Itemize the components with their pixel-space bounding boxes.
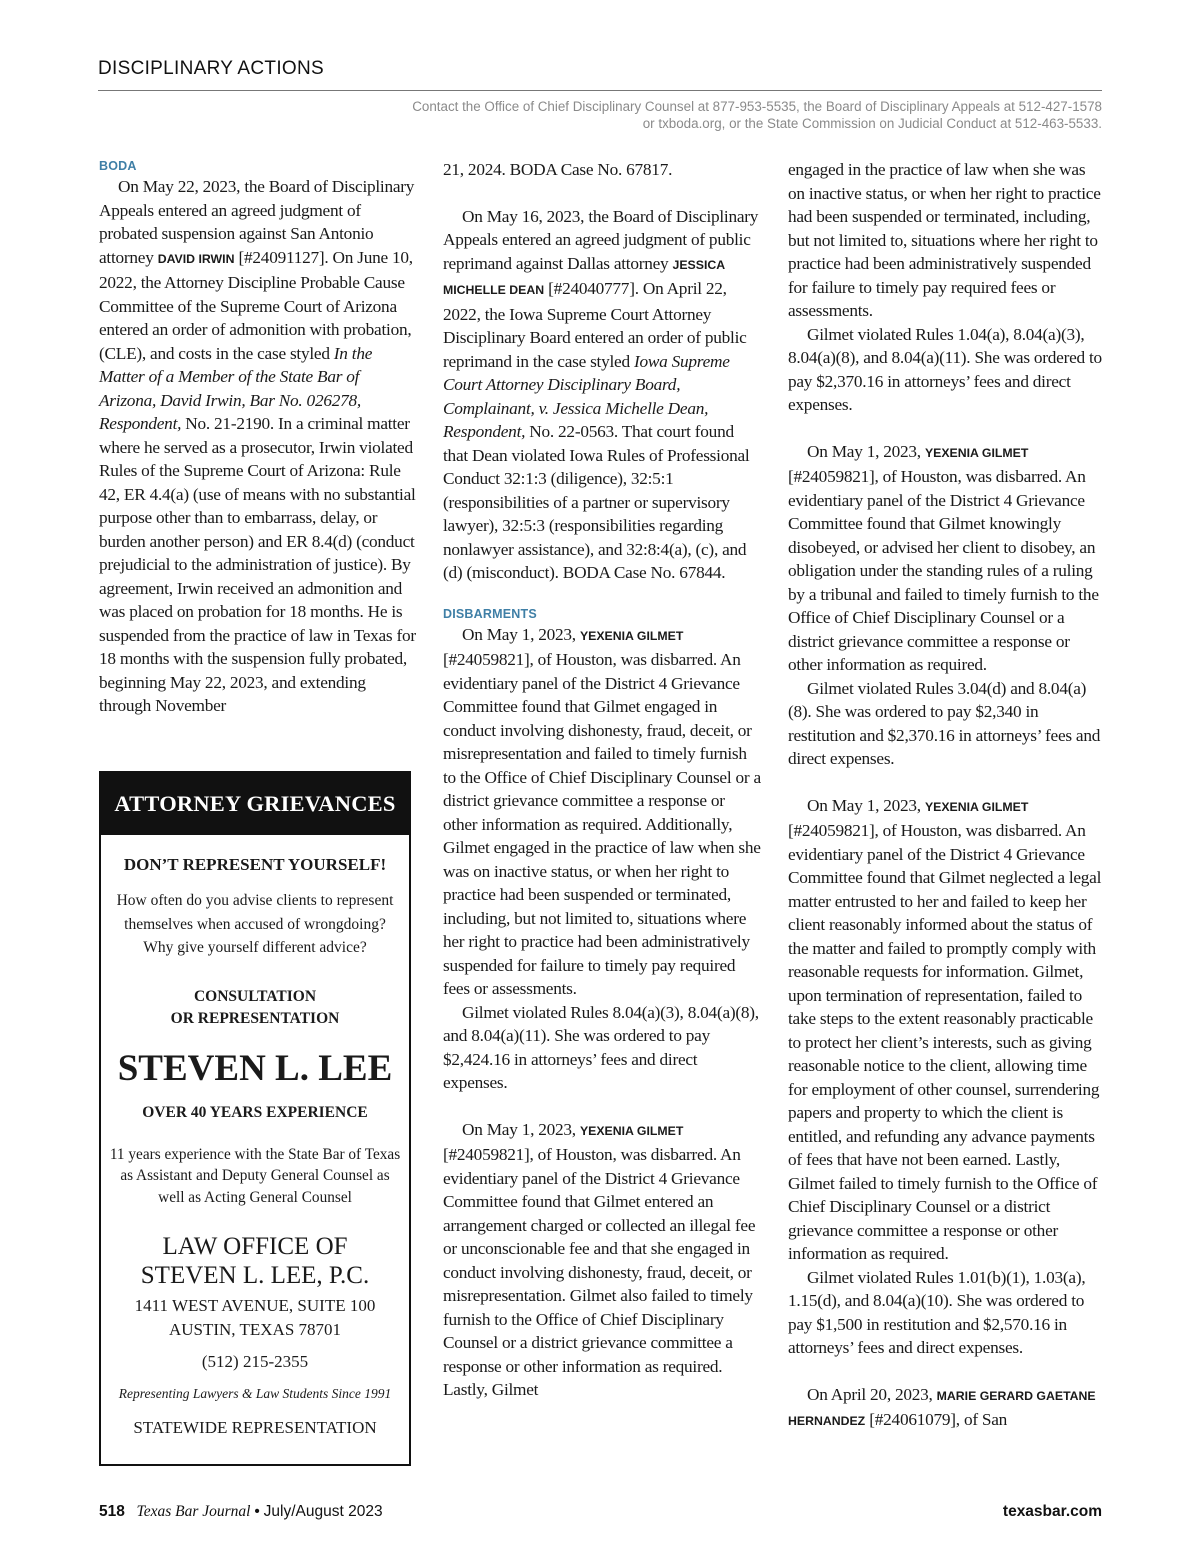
ad-firm-name	[101, 1232, 409, 1290]
header-divider	[98, 90, 1102, 91]
ad-address	[101, 1294, 409, 1342]
article-gilmet-3-violations: Gilmet violated Rules 3.04(d) and 8.04(a)(8). She was ordered to pay $2,340 in restitution and $2,370.16 in attorneys’ fees and direct expenses.	[788, 678, 1101, 768]
article-gilmet-4-violations: Gilmet violated Rules 1.01(b)(1), 1.03(a), 1.15(d), and 8.04(a)(10). She was ordered to pay $1,500 in restitution and $2,570.16 in attorneys’ fees and direct expenses.	[788, 1267, 1086, 1357]
text-segment: [#24061079], of San	[865, 1410, 1008, 1429]
contact-info	[302, 98, 1102, 132]
text-segment: [#24059821], of Houston, was disbarred. An evidentiary panel of the District 4 Grievance Committee found that Gilmet entered an arrangement charged or collected an illegal fee or unconscionable fee and that she engaged in conduct involving dishonesty, fraud, deceit, or misrepresentation. Gilmet also failed to timely furnish to the Office of Chief Disciplinary Counsel or a district grievance committee a response or other information as required. Lastly, Gilmet	[443, 1145, 756, 1399]
contact-line-2: or txboda.org, or the State Commission on Judicial Conduct at 512-463-5533.	[642, 116, 1102, 131]
case-style: Iowa Supreme Court Attorney Disciplinary Board, Complainant, v. Jessica Michelle Dean, Respondent,	[443, 351, 730, 441]
page-footer	[99, 1503, 383, 1521]
paragraph-gap	[788, 1360, 1104, 1383]
text-segment: [#24059821], of Houston, was disbarred. An evidentiary panel of the District 4 Grievance Committee found that Gilmet neglected a legal matter entrusted to her and failed to keep her client reasonably informed about the status of the matter and failed to promptly comply with reasonable requests for information. Gilmet, upon termination of representation, failed to take steps to the extent reasonably practicable to protect her client’s interests, such as giving reasonable notice to the client, allowing time for employment of other counsel, surrendering papers and property to which the client is entitled, and refunding any advance payments of fees that have not been earned. Lastly, Gilmet failed to timely furnish to the Office of Chief Disciplinary Counsel or a district grievance committee a response or other information as required.	[788, 821, 1102, 1263]
ad-question: How often do you advise clients to represent themselves when accused of wrongdoing? Why give yourself different advice?	[116, 892, 394, 956]
journal-title: Texas Bar Journal	[136, 1503, 251, 1520]
article-hernandez	[788, 1383, 1104, 1434]
ad-firm-line-2: STEVEN L. LEE, P.C.	[140, 1262, 370, 1289]
contact-line-1: Contact the Office of Chief Disciplinary Counsel at 877-953-5535, the Board of Disciplinary Appeals at 512-427-1578	[412, 99, 1102, 114]
text-segment: On May 22, 2023, the Board of Disciplinary Appeals entered an agreed judgment of probated suspension against San Antonio attorney	[99, 177, 415, 267]
section-title: DISCIPLINARY ACTIONS	[98, 58, 324, 79]
article-gilmet-2-continued: engaged in the practice of law when she was on inactive status, or when her right to practice had been suspended or terminated, including, but not limited to, situations where her right to practice had been administratively suspended for failure to timely pay required fees or assessments.	[788, 160, 1101, 320]
paragraph-gap	[443, 182, 761, 205]
article-gilmet-1-violations: Gilmet violated Rules 8.04(a)(3), 8.04(a)(8), and 8.04(a)(11). She was ordered to pay $2,424.16 in attorneys’ fees and direct expenses.	[443, 1002, 759, 1092]
ad-tagline: Representing Lawyers & Law Students Since 1991	[118, 1386, 392, 1401]
ad-address-line-1: 1411 WEST AVENUE, SUITE 100	[134, 1296, 376, 1315]
paragraph-gap	[443, 585, 761, 606]
case-style: In the Matter of a Member of the State Bar of Arizona, David Irwin, Bar No. 026278, Respondent,	[99, 343, 373, 433]
text-segment: On April 20, 2023,	[807, 1384, 937, 1404]
text-segment: On May 1, 2023,	[462, 1119, 580, 1139]
text-segment: On May 1, 2023,	[807, 441, 925, 461]
text-segment: No. 22-0563. That court found that Dean violated Iowa Rules of Professional Conduct 32:1:3 (diligence), 32:5:1 (responsibilities of a partner or supervisory lawyer), 32:5:3 (responsibilities regarding nonlawyer assistance), and 32:8:4(a), (c), and (d) (misconduct). BODA Case No. 67844.	[443, 422, 750, 582]
text-segment: On May 1, 2023,	[807, 795, 925, 815]
article-gilmet-2	[443, 1118, 761, 1402]
text-segment: [#24059821], of Houston, was disbarred. An evidentiary panel of the District 4 Grievance Committee found that Gilmet knowingly disobeyed, or advised her client to disobey, an obligation under the standing rules of a ruling by a tribunal and failed to timely furnish to the Office of Chief Disciplinary Counsel or a district grievance committee a response or other information as required.	[788, 467, 1099, 674]
ad-experience: OVER 40 YEARS EXPERIENCE	[142, 1103, 368, 1121]
text-segment: On May 1, 2023,	[462, 624, 580, 644]
footer-website: texasbar.com	[1002, 1503, 1102, 1520]
footer-separator: •	[254, 1503, 260, 1520]
text-segment: [#24091127]. On June 10, 2022, the Attorney Discipline Probable Cause Committee of the Supreme Court of Arizona entered an order of admonition with probation, (CLE), and costs in the case styled	[99, 247, 413, 363]
ad-phone: (512) 215-2355	[201, 1352, 309, 1371]
ad-consult-line-1: CONSULTATION	[193, 987, 317, 1005]
column-2	[443, 158, 761, 1402]
article-gilmet-1	[443, 623, 761, 1001]
article-irwin	[99, 175, 417, 718]
column-1	[99, 158, 417, 718]
ad-consultation	[101, 986, 409, 1030]
page-number: 518	[99, 1503, 125, 1520]
paragraph-gap	[788, 417, 1104, 440]
section-heading-disbarments: DISBARMENTS	[443, 606, 537, 621]
attorney-name: MARIE GERARD GAETANE HERNANDEZ	[788, 1388, 1096, 1428]
ad-firm-line-1: LAW OFFICE OF	[162, 1233, 348, 1260]
text-segment: On May 16, 2023, the Board of Disciplinary Appeals entered an agreed judgment of public reprimand against Dallas attorney	[443, 206, 759, 273]
ad-address-line-2: AUSTIN, TEXAS 78701	[168, 1320, 342, 1339]
ad-banner: ATTORNEY GRIEVANCES	[101, 773, 409, 835]
paragraph-gap	[788, 771, 1104, 794]
attorney-name: YEXENIA GILMET	[924, 445, 1029, 460]
attorney-name: YEXENIA GILMET	[579, 628, 684, 643]
issue-date: July/August 2023	[263, 1503, 383, 1520]
article-dean	[443, 205, 761, 585]
attorney-name: DAVID IRWIN	[157, 251, 235, 266]
article-gilmet-3	[788, 440, 1104, 677]
text-segment: [#24059821], of Houston, was disbarred. An evidentiary panel of the District 4 Grievance Committee found that Gilmet engaged in conduct involving dishonesty, fraud, deceit, or misrepresentation and failed to timely furnish to the Office of Chief Disciplinary Counsel or a district grievance committee a response or other information as required. Additionally, Gilmet engaged in the practice of law when she was on inactive status, or when her right to practice had been suspended or terminated, including, but not limited to, situations where her right to practice had been administratively suspended for failure to timely pay required fees or assessments.	[443, 650, 761, 998]
article-gilmet-4	[788, 794, 1104, 1266]
text-segment: No. 21-2190. In a criminal matter where he served as a prosecutor, Irwin violated Rules of the Supreme Court of Arizona: Rule 42, ER 4.4(a) (use of means with no substantial purpose other than to embarrass, delay, or burden another person) and ER 8.4(d) (conduct prejudicial to the administration of justice). By agreement, Irwin received an admonition and was placed on probation for 18 months. He is suspended from the practice of law in Texas for 18 months with the suspension fully probated, beginning May 22, 2023, and extending through November	[99, 414, 416, 715]
attorney-name: YEXENIA GILMET	[924, 799, 1029, 814]
attorney-name: YEXENIA GILMET	[579, 1123, 684, 1138]
text-segment: [#24040777]. On April 22, 2022, the Iowa Supreme Court Attorney Disciplinary Board entered an order of public reprimand in the case styled	[443, 279, 747, 371]
article-irwin-continued: 21, 2024. BODA Case No. 67817.	[443, 160, 673, 179]
column-3	[788, 158, 1104, 1434]
advertisement-box	[99, 771, 411, 1466]
ad-attorney-name: STEVEN L. LEE	[117, 1047, 393, 1089]
ad-consult-line-2: OR REPRESENTATION	[170, 1009, 340, 1027]
section-heading-boda: BODA	[99, 159, 137, 173]
ad-headline: DON’T REPRESENT YOURSELF!	[123, 855, 387, 874]
ad-bio: 11 years experience with the State Bar of Texas as Assistant and Deputy General Counsel as well as Acting General Counsel	[109, 1145, 401, 1206]
article-gilmet-2-violations: Gilmet violated Rules 1.04(a), 8.04(a)(3), 8.04(a)(8), and 8.04(a)(11). She was ordered to pay $2,370.16 in attorneys’ fees and direct expenses.	[788, 324, 1102, 414]
ad-statewide: STATEWIDE REPRESENTATION	[133, 1418, 377, 1437]
attorney-name: JESSICA MICHELLE DEAN	[443, 257, 725, 297]
paragraph-gap	[443, 1095, 761, 1118]
